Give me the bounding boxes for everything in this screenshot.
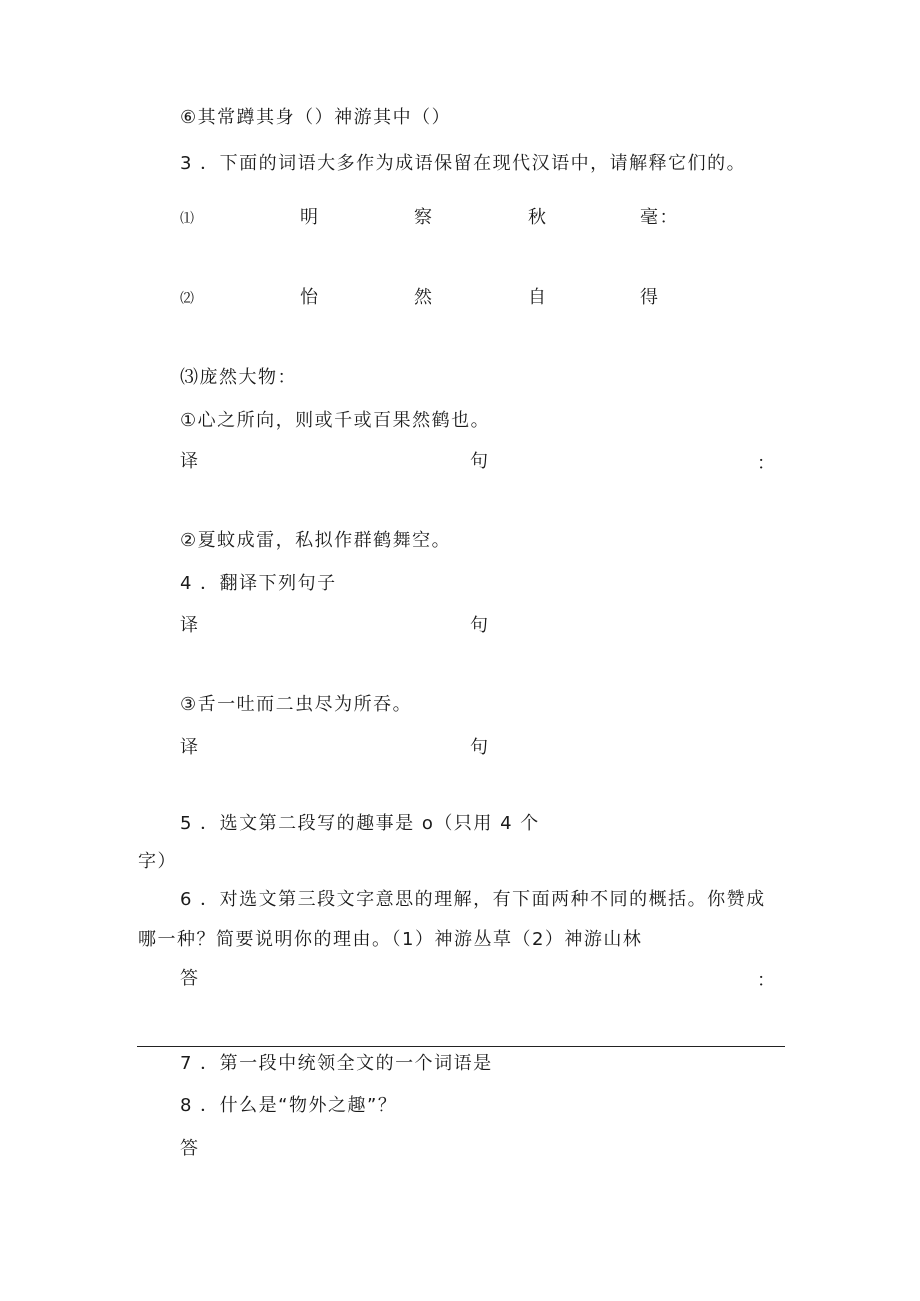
answer-6-colon: ：	[757, 970, 777, 991]
question-4-title: 4 ．翻译下列句子	[180, 573, 337, 594]
question-5-line-1: 5 ．选文第二段写的趣事是 o（只用 4 个	[180, 813, 540, 834]
idiom-1-char-2: 察	[414, 207, 434, 228]
translation-1-colon: ：	[757, 453, 777, 474]
answer-divider-line	[137, 1046, 785, 1047]
question-3-title: 3 ．下面的词语大多作为成语保留在现代汉语中，请解释它们的。	[180, 153, 747, 174]
question-2-item-6: ⑥其常蹲其身（）神游其中（）	[180, 107, 452, 128]
idiom-1-char-1: 明	[300, 207, 320, 228]
idiom-2-char-4: 得	[640, 287, 660, 308]
question-5-line-2: 字）	[138, 851, 177, 872]
answer-8-label: 答	[180, 1138, 200, 1159]
idiom-1-number: ⑴	[180, 211, 196, 227]
question-7: 7 ．第一段中统领全文的一个词语是	[180, 1053, 493, 1074]
idiom-1-char-4: 毫：	[640, 207, 679, 228]
idiom-2-char-3: 自	[528, 287, 548, 308]
translation-3-label-ju: 句	[470, 737, 490, 758]
translation-1-label-yi: 译	[180, 451, 200, 472]
idiom-2-char-1: 怡	[300, 287, 320, 308]
idiom-3: ⑶庞然大物：	[180, 367, 297, 388]
sentence-1: ①心之所向，则或千或百果然鹤也。	[180, 410, 491, 431]
idiom-1-char-3: 秋	[528, 207, 548, 228]
sentence-2: ②夏蚊成雷，私拟作群鹤舞空。	[180, 530, 452, 551]
translation-1-label-ju: 句	[470, 451, 490, 472]
translation-2-label-ju: 句	[470, 615, 490, 636]
translation-3-label-yi: 译	[180, 737, 200, 758]
question-6-line-2: 哪一种？简要说明你的理由。（1）神游丛草（2）神游山林	[138, 929, 643, 950]
idiom-2-char-2: 然	[414, 287, 434, 308]
translation-2-label-yi: 译	[180, 615, 200, 636]
idiom-2-number: ⑵	[180, 291, 196, 307]
question-8: 8 ．什么是“物外之趣”？	[180, 1095, 398, 1116]
answer-6-label: 答	[180, 968, 200, 989]
sentence-3: ③舌一吐而二虫尽为所吞。	[180, 694, 413, 715]
question-6-line-1: 6 ．对选文第三段文字意思的理解，有下面两种不同的概括。你赞成	[180, 889, 766, 910]
